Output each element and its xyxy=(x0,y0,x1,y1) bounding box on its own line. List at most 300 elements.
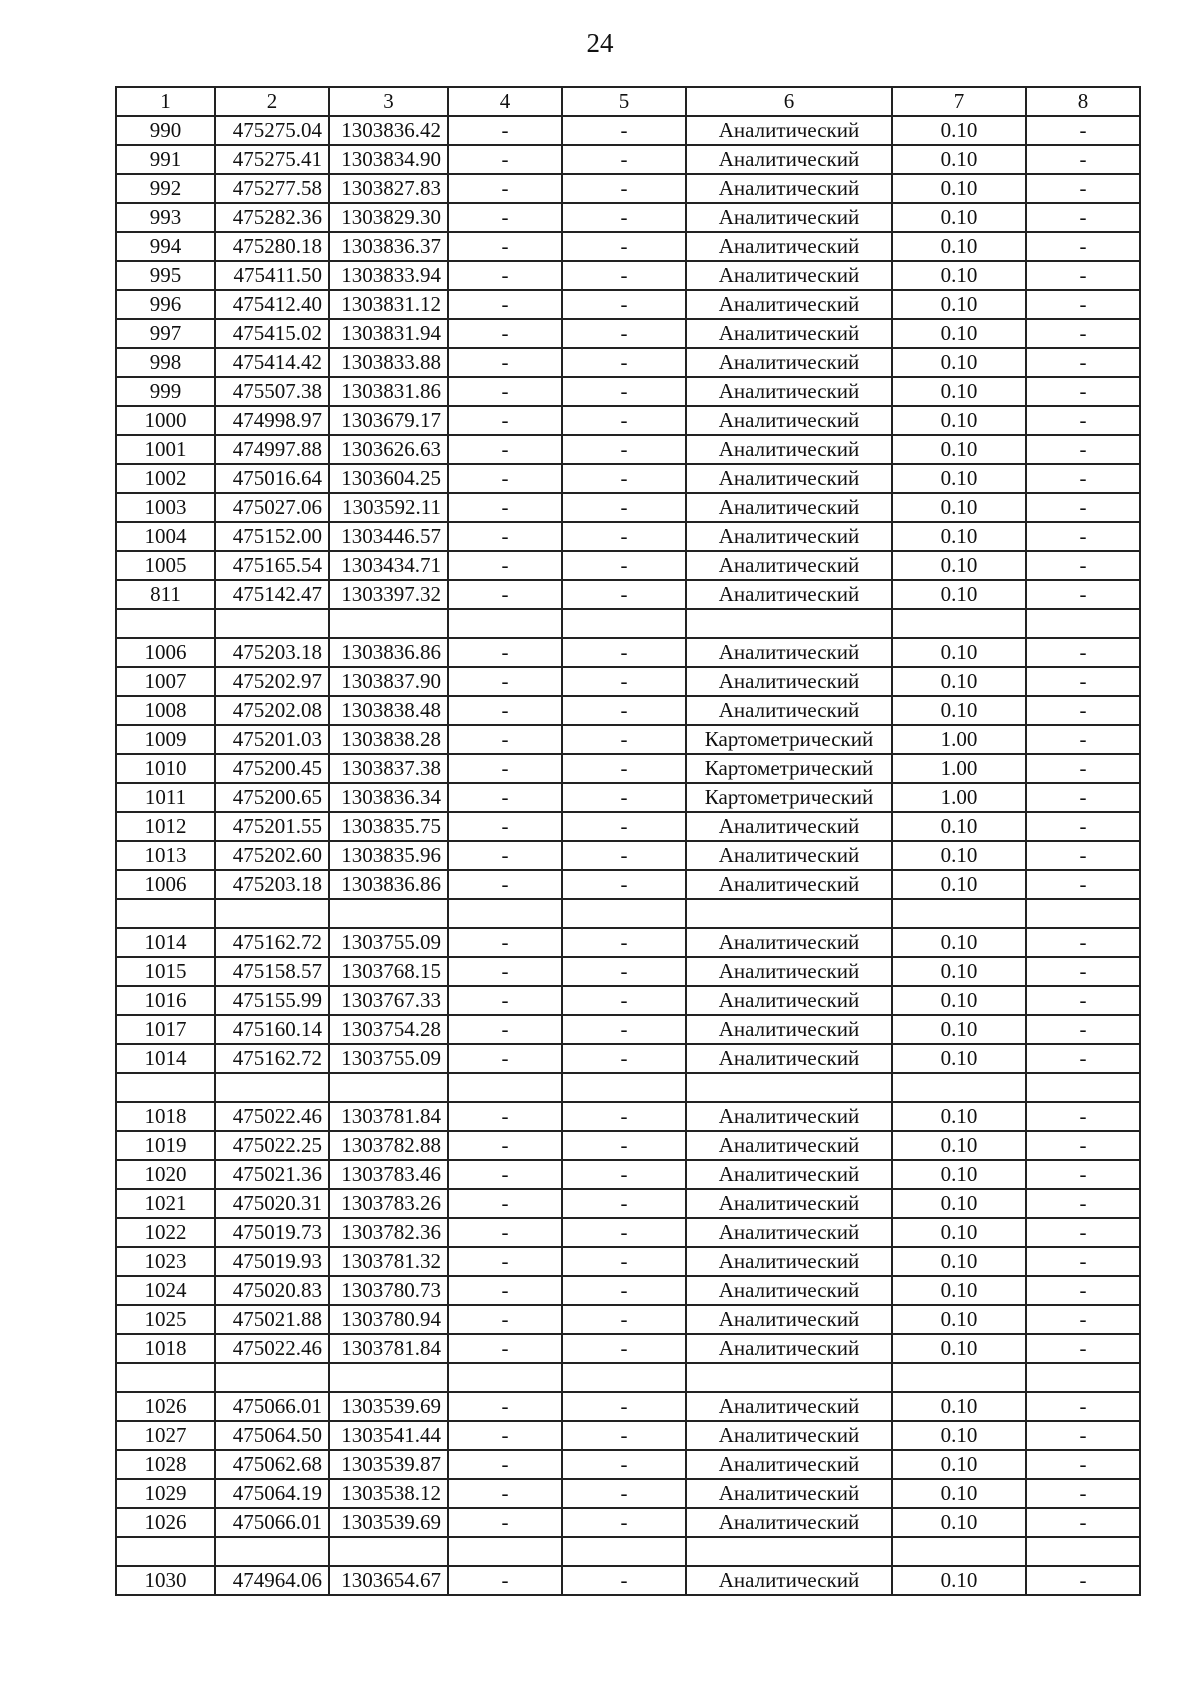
col4-cell: - xyxy=(448,754,562,783)
method-cell: Аналитический xyxy=(686,1421,892,1450)
y-coordinate-cell: 1303781.84 xyxy=(329,1102,448,1131)
col4-cell: - xyxy=(448,1421,562,1450)
x-coordinate-cell: 475019.93 xyxy=(215,1247,329,1276)
col4-cell: - xyxy=(448,1450,562,1479)
method-cell: Аналитический xyxy=(686,174,892,203)
col5-cell: - xyxy=(562,377,686,406)
y-coordinate-cell: 1303768.15 xyxy=(329,957,448,986)
y-coordinate-cell xyxy=(329,609,448,638)
col4-cell: - xyxy=(448,696,562,725)
method-cell: Аналитический xyxy=(686,1189,892,1218)
accuracy-cell xyxy=(892,1537,1026,1566)
col4-cell: - xyxy=(448,551,562,580)
method-cell: Аналитический xyxy=(686,986,892,1015)
x-coordinate-cell xyxy=(215,1537,329,1566)
method-cell: Аналитический xyxy=(686,1131,892,1160)
accuracy-cell: 0.10 xyxy=(892,1131,1026,1160)
col5-cell: - xyxy=(562,174,686,203)
y-coordinate-cell: 1303755.09 xyxy=(329,1044,448,1073)
x-coordinate-cell: 475200.45 xyxy=(215,754,329,783)
x-coordinate-cell xyxy=(215,899,329,928)
y-coordinate-cell: 1303783.46 xyxy=(329,1160,448,1189)
y-coordinate-cell: 1303836.86 xyxy=(329,638,448,667)
point-number-cell: 998 xyxy=(116,348,215,377)
col5-cell: - xyxy=(562,493,686,522)
accuracy-cell: 0.10 xyxy=(892,638,1026,667)
col8-cell: - xyxy=(1026,116,1140,145)
accuracy-cell: 0.10 xyxy=(892,1421,1026,1450)
table-row xyxy=(116,319,1140,348)
accuracy-cell: 0.10 xyxy=(892,261,1026,290)
col5-cell: - xyxy=(562,783,686,812)
col8-cell: - xyxy=(1026,1479,1140,1508)
col5-cell: - xyxy=(562,638,686,667)
point-number-cell: 1012 xyxy=(116,812,215,841)
accuracy-cell: 0.10 xyxy=(892,377,1026,406)
point-number-cell: 1028 xyxy=(116,1450,215,1479)
table-row xyxy=(116,667,1140,696)
y-coordinate-cell: 1303754.28 xyxy=(329,1015,448,1044)
col4-cell: - xyxy=(448,783,562,812)
accuracy-cell: 0.10 xyxy=(892,928,1026,957)
method-cell: Аналитический xyxy=(686,1218,892,1247)
col4-cell: - xyxy=(448,1276,562,1305)
method-cell xyxy=(686,1073,892,1102)
col5-cell: - xyxy=(562,319,686,348)
table-row xyxy=(116,638,1140,667)
col8-cell: - xyxy=(1026,435,1140,464)
y-coordinate-cell xyxy=(329,899,448,928)
x-coordinate-cell xyxy=(215,1073,329,1102)
accuracy-cell: 0.10 xyxy=(892,290,1026,319)
col8-cell xyxy=(1026,1537,1140,1566)
point-number-cell: 1018 xyxy=(116,1334,215,1363)
method-cell: Аналитический xyxy=(686,928,892,957)
col8-cell: - xyxy=(1026,986,1140,1015)
accuracy-cell: 0.10 xyxy=(892,1015,1026,1044)
accuracy-cell: 0.10 xyxy=(892,116,1026,145)
method-cell: Аналитический xyxy=(686,1015,892,1044)
accuracy-cell: 1.00 xyxy=(892,725,1026,754)
point-number-cell xyxy=(116,1537,215,1566)
point-number-cell: 1026 xyxy=(116,1508,215,1537)
accuracy-cell: 0.10 xyxy=(892,232,1026,261)
table-row xyxy=(116,1305,1140,1334)
table-row xyxy=(116,1218,1140,1247)
table-row xyxy=(116,580,1140,609)
x-coordinate-cell: 475414.42 xyxy=(215,348,329,377)
y-coordinate-cell: 1303827.83 xyxy=(329,174,448,203)
col8-cell: - xyxy=(1026,1044,1140,1073)
col8-cell: - xyxy=(1026,551,1140,580)
table-row xyxy=(116,1102,1140,1131)
col8-cell: - xyxy=(1026,203,1140,232)
col8-cell: - xyxy=(1026,464,1140,493)
col5-cell: - xyxy=(562,145,686,174)
col5-cell: - xyxy=(562,232,686,261)
col5-cell: - xyxy=(562,1508,686,1537)
column-header: 2 xyxy=(215,87,329,116)
y-coordinate-cell: 1303446.57 xyxy=(329,522,448,551)
accuracy-cell: 0.10 xyxy=(892,1189,1026,1218)
col4-cell: - xyxy=(448,1479,562,1508)
method-cell: Аналитический xyxy=(686,464,892,493)
method-cell: Аналитический xyxy=(686,638,892,667)
method-cell: Аналитический xyxy=(686,1044,892,1073)
table-row xyxy=(116,1276,1140,1305)
col4-cell: - xyxy=(448,348,562,377)
y-coordinate-cell: 1303831.12 xyxy=(329,290,448,319)
method-cell xyxy=(686,1537,892,1566)
col4-cell: - xyxy=(448,812,562,841)
col8-cell: - xyxy=(1026,377,1140,406)
col5-cell: - xyxy=(562,1479,686,1508)
method-cell: Картометрический xyxy=(686,725,892,754)
y-coordinate-cell: 1303434.71 xyxy=(329,551,448,580)
x-coordinate-cell: 475022.46 xyxy=(215,1334,329,1363)
method-cell: Аналитический xyxy=(686,957,892,986)
col4-cell: - xyxy=(448,406,562,435)
x-coordinate-cell: 475016.64 xyxy=(215,464,329,493)
y-coordinate-cell: 1303539.87 xyxy=(329,1450,448,1479)
accuracy-cell: 0.10 xyxy=(892,1305,1026,1334)
accuracy-cell: 0.10 xyxy=(892,1479,1026,1508)
y-coordinate-cell: 1303836.34 xyxy=(329,783,448,812)
col5-cell: - xyxy=(562,290,686,319)
method-cell: Аналитический xyxy=(686,870,892,899)
y-coordinate-cell: 1303679.17 xyxy=(329,406,448,435)
accuracy-cell: 0.10 xyxy=(892,1508,1026,1537)
col8-cell: - xyxy=(1026,232,1140,261)
accuracy-cell: 0.10 xyxy=(892,435,1026,464)
point-number-cell: 1007 xyxy=(116,667,215,696)
col8-cell: - xyxy=(1026,493,1140,522)
col4-cell: - xyxy=(448,1102,562,1131)
col8-cell: - xyxy=(1026,319,1140,348)
col8-cell: - xyxy=(1026,638,1140,667)
x-coordinate-cell: 475066.01 xyxy=(215,1392,329,1421)
table-row xyxy=(116,435,1140,464)
x-coordinate-cell: 475203.18 xyxy=(215,638,329,667)
point-number-cell: 1014 xyxy=(116,1044,215,1073)
col5-cell: - xyxy=(562,1015,686,1044)
y-coordinate-cell: 1303837.38 xyxy=(329,754,448,783)
col8-cell: - xyxy=(1026,841,1140,870)
col5-cell: - xyxy=(562,754,686,783)
point-number-cell: 1019 xyxy=(116,1131,215,1160)
col8-cell: - xyxy=(1026,1566,1140,1595)
table-row xyxy=(116,1450,1140,1479)
col4-cell: - xyxy=(448,377,562,406)
accuracy-cell: 0.10 xyxy=(892,174,1026,203)
x-coordinate-cell: 475020.83 xyxy=(215,1276,329,1305)
col5-cell: - xyxy=(562,696,686,725)
method-cell: Аналитический xyxy=(686,145,892,174)
col8-cell: - xyxy=(1026,1392,1140,1421)
table-row xyxy=(116,522,1140,551)
accuracy-cell: 0.10 xyxy=(892,1044,1026,1073)
col8-cell: - xyxy=(1026,174,1140,203)
method-cell xyxy=(686,899,892,928)
x-coordinate-cell: 475162.72 xyxy=(215,928,329,957)
y-coordinate-cell: 1303833.88 xyxy=(329,348,448,377)
y-coordinate-cell: 1303782.88 xyxy=(329,1131,448,1160)
method-cell: Аналитический xyxy=(686,377,892,406)
table-row xyxy=(116,493,1140,522)
col8-cell: - xyxy=(1026,928,1140,957)
table-row xyxy=(116,1015,1140,1044)
table-row xyxy=(116,812,1140,841)
method-cell: Аналитический xyxy=(686,1160,892,1189)
method-cell: Аналитический xyxy=(686,435,892,464)
method-cell: Аналитический xyxy=(686,841,892,870)
method-cell: Аналитический xyxy=(686,522,892,551)
y-coordinate-cell xyxy=(329,1537,448,1566)
point-number-cell: 1009 xyxy=(116,725,215,754)
col5-cell: - xyxy=(562,261,686,290)
col8-cell: - xyxy=(1026,725,1140,754)
point-number-cell: 1013 xyxy=(116,841,215,870)
point-number-cell: 1029 xyxy=(116,1479,215,1508)
table-row xyxy=(116,1044,1140,1073)
accuracy-cell: 1.00 xyxy=(892,754,1026,783)
col4-cell: - xyxy=(448,319,562,348)
col8-cell xyxy=(1026,1073,1140,1102)
accuracy-cell xyxy=(892,899,1026,928)
column-header: 7 xyxy=(892,87,1026,116)
table-row xyxy=(116,1537,1140,1566)
method-cell: Аналитический xyxy=(686,116,892,145)
method-cell: Аналитический xyxy=(686,696,892,725)
accuracy-cell: 0.10 xyxy=(892,1566,1026,1595)
point-number-cell: 1000 xyxy=(116,406,215,435)
method-cell: Аналитический xyxy=(686,580,892,609)
col4-cell: - xyxy=(448,1160,562,1189)
point-number-cell: 1030 xyxy=(116,1566,215,1595)
y-coordinate-cell: 1303780.73 xyxy=(329,1276,448,1305)
col8-cell: - xyxy=(1026,1450,1140,1479)
accuracy-cell: 0.10 xyxy=(892,870,1026,899)
accuracy-cell: 0.10 xyxy=(892,1450,1026,1479)
col5-cell: - xyxy=(562,1189,686,1218)
col4-cell: - xyxy=(448,435,562,464)
x-coordinate-cell: 475064.19 xyxy=(215,1479,329,1508)
col5-cell: - xyxy=(562,522,686,551)
col5-cell xyxy=(562,899,686,928)
col4-cell: - xyxy=(448,1044,562,1073)
point-number-cell: 1002 xyxy=(116,464,215,493)
col5-cell: - xyxy=(562,464,686,493)
accuracy-cell xyxy=(892,609,1026,638)
col4-cell: - xyxy=(448,232,562,261)
point-number-cell: 1022 xyxy=(116,1218,215,1247)
method-cell: Аналитический xyxy=(686,1247,892,1276)
col4-cell: - xyxy=(448,203,562,232)
col5-cell: - xyxy=(562,667,686,696)
method-cell: Аналитический xyxy=(686,1102,892,1131)
method-cell: Картометрический xyxy=(686,754,892,783)
point-number-cell: 991 xyxy=(116,145,215,174)
y-coordinate-cell: 1303782.36 xyxy=(329,1218,448,1247)
y-coordinate-cell: 1303837.90 xyxy=(329,667,448,696)
col4-cell: - xyxy=(448,1508,562,1537)
method-cell: Аналитический xyxy=(686,1508,892,1537)
table-row xyxy=(116,986,1140,1015)
table-row xyxy=(116,1363,1140,1392)
table-row xyxy=(116,348,1140,377)
col4-cell: - xyxy=(448,1247,562,1276)
col8-cell: - xyxy=(1026,870,1140,899)
point-number-cell xyxy=(116,1363,215,1392)
y-coordinate-cell: 1303831.86 xyxy=(329,377,448,406)
col8-cell: - xyxy=(1026,754,1140,783)
col5-cell xyxy=(562,609,686,638)
x-coordinate-cell xyxy=(215,1363,329,1392)
method-cell: Аналитический xyxy=(686,406,892,435)
accuracy-cell: 0.10 xyxy=(892,1160,1026,1189)
accuracy-cell: 0.10 xyxy=(892,406,1026,435)
y-coordinate-cell: 1303829.30 xyxy=(329,203,448,232)
col8-cell: - xyxy=(1026,580,1140,609)
col4-cell: - xyxy=(448,580,562,609)
col4-cell: - xyxy=(448,464,562,493)
col8-cell: - xyxy=(1026,1421,1140,1450)
col5-cell xyxy=(562,1073,686,1102)
method-cell: Аналитический xyxy=(686,1450,892,1479)
col4-cell: - xyxy=(448,928,562,957)
table-row xyxy=(116,1421,1140,1450)
x-coordinate-cell: 475062.68 xyxy=(215,1450,329,1479)
col8-cell: - xyxy=(1026,812,1140,841)
x-coordinate-cell: 475415.02 xyxy=(215,319,329,348)
col8-cell xyxy=(1026,899,1140,928)
point-number-cell: 1024 xyxy=(116,1276,215,1305)
point-number-cell: 1020 xyxy=(116,1160,215,1189)
accuracy-cell: 0.10 xyxy=(892,841,1026,870)
method-cell: Аналитический xyxy=(686,493,892,522)
col4-cell: - xyxy=(448,174,562,203)
col8-cell: - xyxy=(1026,1189,1140,1218)
col8-cell: - xyxy=(1026,1102,1140,1131)
col5-cell: - xyxy=(562,551,686,580)
table-row xyxy=(116,928,1140,957)
col4-cell xyxy=(448,1537,562,1566)
y-coordinate-cell: 1303835.96 xyxy=(329,841,448,870)
col5-cell: - xyxy=(562,1218,686,1247)
accuracy-cell: 0.10 xyxy=(892,812,1026,841)
y-coordinate-cell: 1303539.69 xyxy=(329,1508,448,1537)
accuracy-cell: 0.10 xyxy=(892,1218,1026,1247)
x-coordinate-cell: 475027.06 xyxy=(215,493,329,522)
point-number-cell: 1018 xyxy=(116,1102,215,1131)
point-number-cell: 1010 xyxy=(116,754,215,783)
point-number-cell: 811 xyxy=(116,580,215,609)
table-row xyxy=(116,377,1140,406)
col5-cell: - xyxy=(562,1276,686,1305)
y-coordinate-cell: 1303780.94 xyxy=(329,1305,448,1334)
point-number-cell: 1005 xyxy=(116,551,215,580)
x-coordinate-cell: 475200.65 xyxy=(215,783,329,812)
x-coordinate-cell: 475165.54 xyxy=(215,551,329,580)
point-number-cell: 1006 xyxy=(116,870,215,899)
y-coordinate-cell: 1303781.84 xyxy=(329,1334,448,1363)
accuracy-cell: 0.10 xyxy=(892,667,1026,696)
y-coordinate-cell: 1303604.25 xyxy=(329,464,448,493)
col4-cell: - xyxy=(448,1305,562,1334)
method-cell xyxy=(686,1363,892,1392)
point-number-cell: 996 xyxy=(116,290,215,319)
table-row xyxy=(116,232,1140,261)
y-coordinate-cell: 1303538.12 xyxy=(329,1479,448,1508)
table-row xyxy=(116,1479,1140,1508)
accuracy-cell: 0.10 xyxy=(892,580,1026,609)
x-coordinate-cell: 475282.36 xyxy=(215,203,329,232)
point-number-cell: 999 xyxy=(116,377,215,406)
y-coordinate-cell: 1303836.86 xyxy=(329,870,448,899)
table-row xyxy=(116,696,1140,725)
y-coordinate-cell xyxy=(329,1363,448,1392)
col5-cell: - xyxy=(562,1450,686,1479)
col4-cell: - xyxy=(448,1566,562,1595)
method-cell: Аналитический xyxy=(686,203,892,232)
point-number-cell: 995 xyxy=(116,261,215,290)
point-number-cell xyxy=(116,609,215,638)
y-coordinate-cell: 1303783.26 xyxy=(329,1189,448,1218)
table-row xyxy=(116,464,1140,493)
column-header: 5 xyxy=(562,87,686,116)
x-coordinate-cell: 475201.55 xyxy=(215,812,329,841)
column-header: 4 xyxy=(448,87,562,116)
point-number-cell: 1015 xyxy=(116,957,215,986)
table-row xyxy=(116,841,1140,870)
table-row xyxy=(116,1131,1140,1160)
y-coordinate-cell: 1303838.48 xyxy=(329,696,448,725)
x-coordinate-cell: 475280.18 xyxy=(215,232,329,261)
column-header: 1 xyxy=(116,87,215,116)
table-row xyxy=(116,754,1140,783)
x-coordinate-cell: 475201.03 xyxy=(215,725,329,754)
table-row xyxy=(116,1392,1140,1421)
col8-cell: - xyxy=(1026,1131,1140,1160)
col4-cell xyxy=(448,1073,562,1102)
col8-cell xyxy=(1026,609,1140,638)
table-row xyxy=(116,1073,1140,1102)
table-row xyxy=(116,203,1140,232)
x-coordinate-cell: 475275.41 xyxy=(215,145,329,174)
x-coordinate-cell: 475020.31 xyxy=(215,1189,329,1218)
col5-cell: - xyxy=(562,580,686,609)
method-cell: Аналитический xyxy=(686,319,892,348)
point-number-cell: 1001 xyxy=(116,435,215,464)
col4-cell xyxy=(448,899,562,928)
point-number-cell: 994 xyxy=(116,232,215,261)
accuracy-cell: 1.00 xyxy=(892,783,1026,812)
y-coordinate-cell xyxy=(329,1073,448,1102)
col5-cell xyxy=(562,1363,686,1392)
accuracy-cell: 0.10 xyxy=(892,493,1026,522)
accuracy-cell: 0.10 xyxy=(892,1276,1026,1305)
method-cell: Аналитический xyxy=(686,1276,892,1305)
y-coordinate-cell: 1303834.90 xyxy=(329,145,448,174)
accuracy-cell: 0.10 xyxy=(892,957,1026,986)
col8-cell xyxy=(1026,1363,1140,1392)
col5-cell: - xyxy=(562,870,686,899)
x-coordinate-cell: 475021.88 xyxy=(215,1305,329,1334)
col5-cell: - xyxy=(562,841,686,870)
coordinates-table xyxy=(115,86,1141,1596)
col4-cell: - xyxy=(448,1189,562,1218)
x-coordinate-cell xyxy=(215,609,329,638)
